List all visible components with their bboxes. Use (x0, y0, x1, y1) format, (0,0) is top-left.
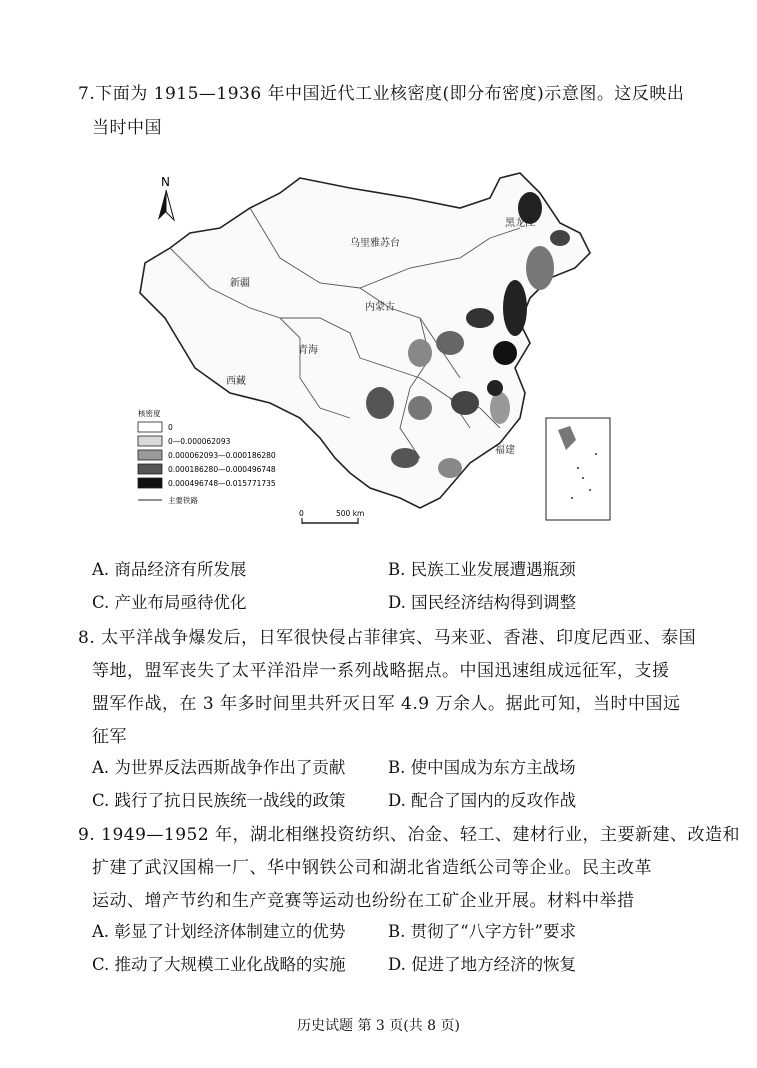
q9-stem-line3: 运动、增产节约和生产竞赛等运动也纷纷在工矿企业开展。材料中举措 (92, 891, 635, 911)
industrial-density-map (120, 168, 620, 538)
legend-item-3: 0.000186280—0.000496748 (168, 465, 276, 474)
q9-option-b[interactable]: B. 贯彻了“八字方针”要求 (388, 922, 576, 941)
map-legend (138, 408, 276, 505)
scale-bar (299, 509, 364, 524)
legend-item-0: 0 (168, 423, 173, 432)
q8-option-a[interactable]: A. 为世界反法西斯战争作出了贡献 (92, 758, 346, 777)
legend-swatch-2 (138, 450, 162, 460)
north-label: N (161, 175, 170, 189)
label-fujian: 福建 (495, 445, 515, 456)
q8-stem-line2: 等地，盟军丧失了太平洋沿岸一系列战略据点。中国迅速组成远征军，支援 (92, 661, 670, 681)
label-inner-mongolia: 内蒙古 (365, 302, 395, 313)
legend-swatch-3 (138, 464, 162, 474)
page-footer: 历史试题 第 3 页(共 8 页) (297, 1018, 460, 1034)
legend-item-2: 0.000062093—0.000186280 (168, 451, 276, 460)
legend-item-4: 0.000496748—0.015771735 (168, 479, 276, 488)
q7-option-b[interactable]: B. 民族工业发展遭遇瓶颈 (388, 560, 576, 579)
legend-item-1: 0—0.000062093 (168, 437, 231, 446)
q7-option-c[interactable]: C. 产业布局亟待优化 (92, 593, 247, 612)
label-xinjiang: 新疆 (230, 278, 250, 289)
legend-railway: 主要铁路 (168, 496, 198, 505)
q8-stem-line1: 8. 太平洋战争爆发后，日军很快侵占菲律宾、马来亚、香港、印度尼西亚、泰国 (78, 628, 697, 648)
q8-stem-line3: 盟军作战，在 3 年多时间里共歼灭日军 4.9 万余人。据此可知，当时中国远 (92, 694, 681, 714)
legend-swatch-0 (138, 422, 162, 432)
q7-option-a[interactable]: A. 商品经济有所发展 (92, 560, 247, 579)
label-uliastai: 乌里雅苏台 (350, 238, 400, 249)
q8-stem-line4: 征军 (92, 727, 127, 747)
label-qinghai: 青海 (298, 345, 318, 356)
legend-title: 核密度 (138, 409, 161, 418)
north-arrow-icon (158, 190, 174, 220)
q8-option-c[interactable]: C. 践行了抗日民族统一战线的政策 (92, 791, 346, 810)
q8-option-d[interactable]: D. 配合了国内的反攻作战 (388, 791, 577, 810)
q8-option-b[interactable]: B. 使中国成为东方主战场 (388, 758, 576, 777)
q9-stem-line1: 9. 1949—1952 年，湖北相继投资纺织、冶金、轻工、建材行业，主要新建、改造和 (78, 825, 741, 845)
label-tibet: 西藏 (226, 376, 246, 387)
q9-stem-line2: 扩建了武汉国棉一厂、华中钢铁公司和湖北省造纸公司等企业。民主改革 (92, 858, 652, 878)
q7-stem-line2: 当时中国 (92, 118, 162, 138)
q7-option-d[interactable]: D. 国民经济结构得到调整 (388, 593, 577, 612)
legend-swatch-4 (138, 478, 162, 488)
scale-distance: 500 km (336, 509, 365, 518)
legend-swatch-1 (138, 436, 162, 446)
label-heilongjiang: 黑龙江 (505, 218, 535, 229)
china-map-svg (120, 168, 620, 538)
q9-option-a[interactable]: A. 彰显了计划经济体制建立的优势 (92, 922, 346, 941)
q9-option-c[interactable]: C. 推动了大规模工业化战略的实施 (92, 955, 346, 974)
scale-zero: 0 (299, 509, 304, 518)
q7-stem-line1: 7.下面为 1915—1936 年中国近代工业核密度(即分布密度)示意图。这反映出 (78, 84, 685, 104)
q9-option-d[interactable]: D. 促进了地方经济的恢复 (388, 955, 577, 974)
